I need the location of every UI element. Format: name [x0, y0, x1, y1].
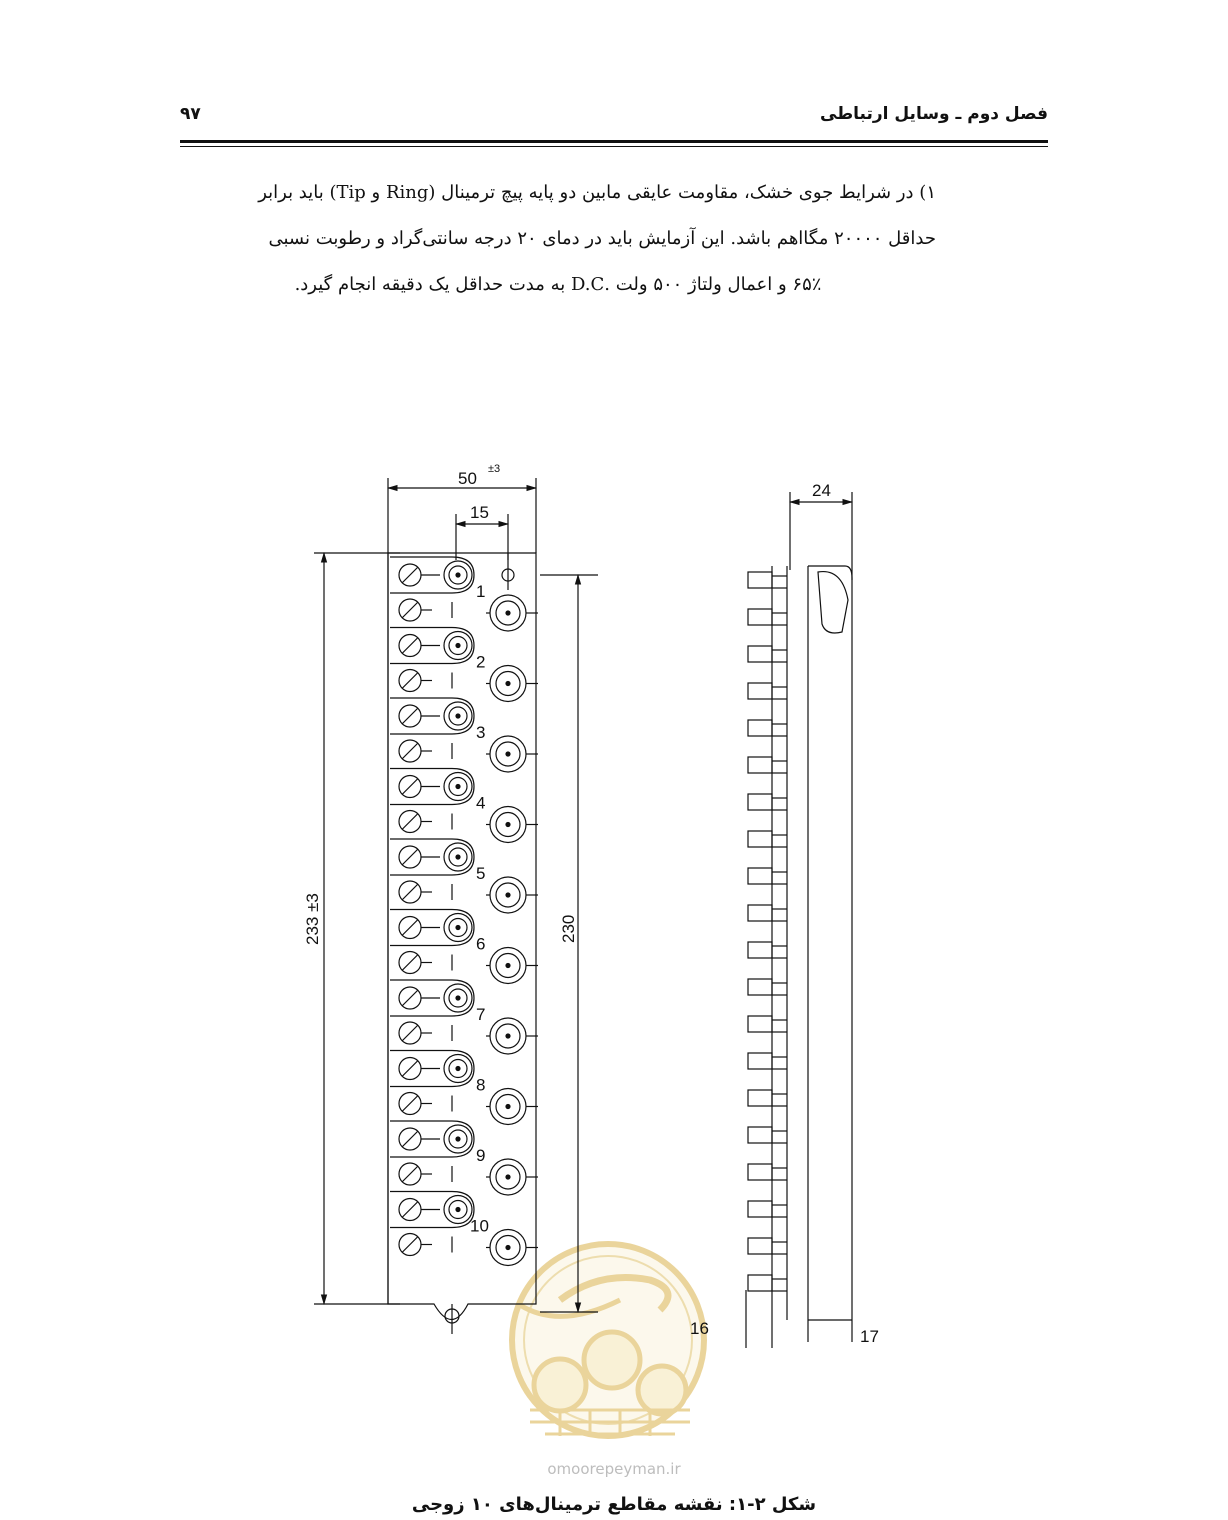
side-pin: [748, 831, 787, 847]
side-pin: [748, 1164, 787, 1180]
side-view: [746, 566, 852, 1348]
terminal-pair: [390, 1192, 538, 1266]
side-pin: [748, 1053, 787, 1069]
figure-caption: شکل ۲-۱: نقشه مقاطع ترمینال‌های ۱۰ زوجی: [411, 1494, 817, 1515]
pair-number-7: 7: [476, 1005, 486, 1024]
side-pin: [748, 1275, 787, 1291]
pair-number-9: 9: [476, 1146, 486, 1165]
terminal-pair: [390, 769, 538, 843]
terminal-pair: [390, 628, 538, 702]
pair-number-4: 4: [476, 793, 486, 813]
dim-17-label: 17: [860, 1327, 879, 1346]
watermark-website: omoorepeyman.ir: [547, 1460, 681, 1478]
terminal-block-drawing: [0, 440, 1228, 1460]
front-view: [388, 553, 538, 1334]
terminal-pair: [390, 839, 538, 913]
side-pin: [748, 720, 787, 736]
body-line-2: حداقل ۲۰۰۰۰ مگااهم باشد. این آزمایش باید در دمای ۲۰ درجه سانتی‌گراد و رطوبت نسبی: [268, 228, 936, 249]
terminal-pair: [390, 557, 538, 631]
side-pin: [748, 646, 787, 662]
side-pin: [748, 868, 787, 884]
terminal-pair: [390, 698, 538, 772]
dim-height-label: 233 ±3: [303, 893, 322, 945]
side-pin: [748, 1201, 787, 1217]
dim-inner-label: 230: [559, 914, 578, 943]
header-rule-thick: [180, 140, 1048, 143]
side-pin: [748, 794, 787, 810]
pair-number-5: 5: [476, 864, 486, 883]
pair-number-6: 6: [476, 934, 486, 954]
body-line-1: ۱) در شرایط جوی خشک، مقاومت عایقی مابین دو پایه پیچ ترمینال (Ring و Tip) باید برابر: [258, 182, 936, 203]
body-paragraph: [180, 170, 936, 308]
dim-width-label: 50: [458, 469, 477, 488]
terminal-pair: [390, 910, 538, 984]
chapter-title: فصل دوم ـ وسایل ارتباطی: [819, 104, 1048, 124]
side-pin: [748, 757, 787, 773]
terminal-pair: [390, 1121, 538, 1195]
dim-pitch-label: 15: [470, 503, 489, 522]
pair-number-3: 3: [476, 723, 486, 742]
pair-number-2: 2: [476, 652, 486, 672]
side-pin: [748, 609, 787, 625]
pair-number-1: 1: [476, 582, 486, 601]
side-pin: [748, 905, 787, 921]
page-header: [180, 100, 1048, 136]
side-pin: [748, 1127, 787, 1143]
header-rule-thin: [180, 146, 1048, 147]
page-number: ۹۷: [180, 104, 201, 124]
side-pin: [748, 683, 787, 699]
side-pin: [748, 979, 787, 995]
terminal-pair: [390, 1051, 538, 1125]
dim-16-label: 16: [690, 1319, 709, 1338]
side-pin: [748, 1238, 787, 1254]
side-pin: [748, 1016, 787, 1032]
side-pin: [748, 572, 787, 588]
pair-number-10: 10: [470, 1216, 489, 1236]
dim-width-tolerance: ±3: [488, 463, 501, 475]
pair-number-8: 8: [476, 1075, 486, 1095]
body-line-3: ۶۵٪ و اعمال ولتاژ ۵۰۰ ولت .D.C به مدت حداقل یک دقیقه انجام گیرد.: [294, 274, 822, 295]
terminal-pair: [390, 980, 538, 1054]
side-pin: [748, 1090, 787, 1106]
dim-depth-label: 24: [812, 481, 831, 500]
dimensions: [314, 478, 852, 1312]
watermark-logo: [512, 1244, 704, 1436]
side-pin: [748, 942, 787, 958]
